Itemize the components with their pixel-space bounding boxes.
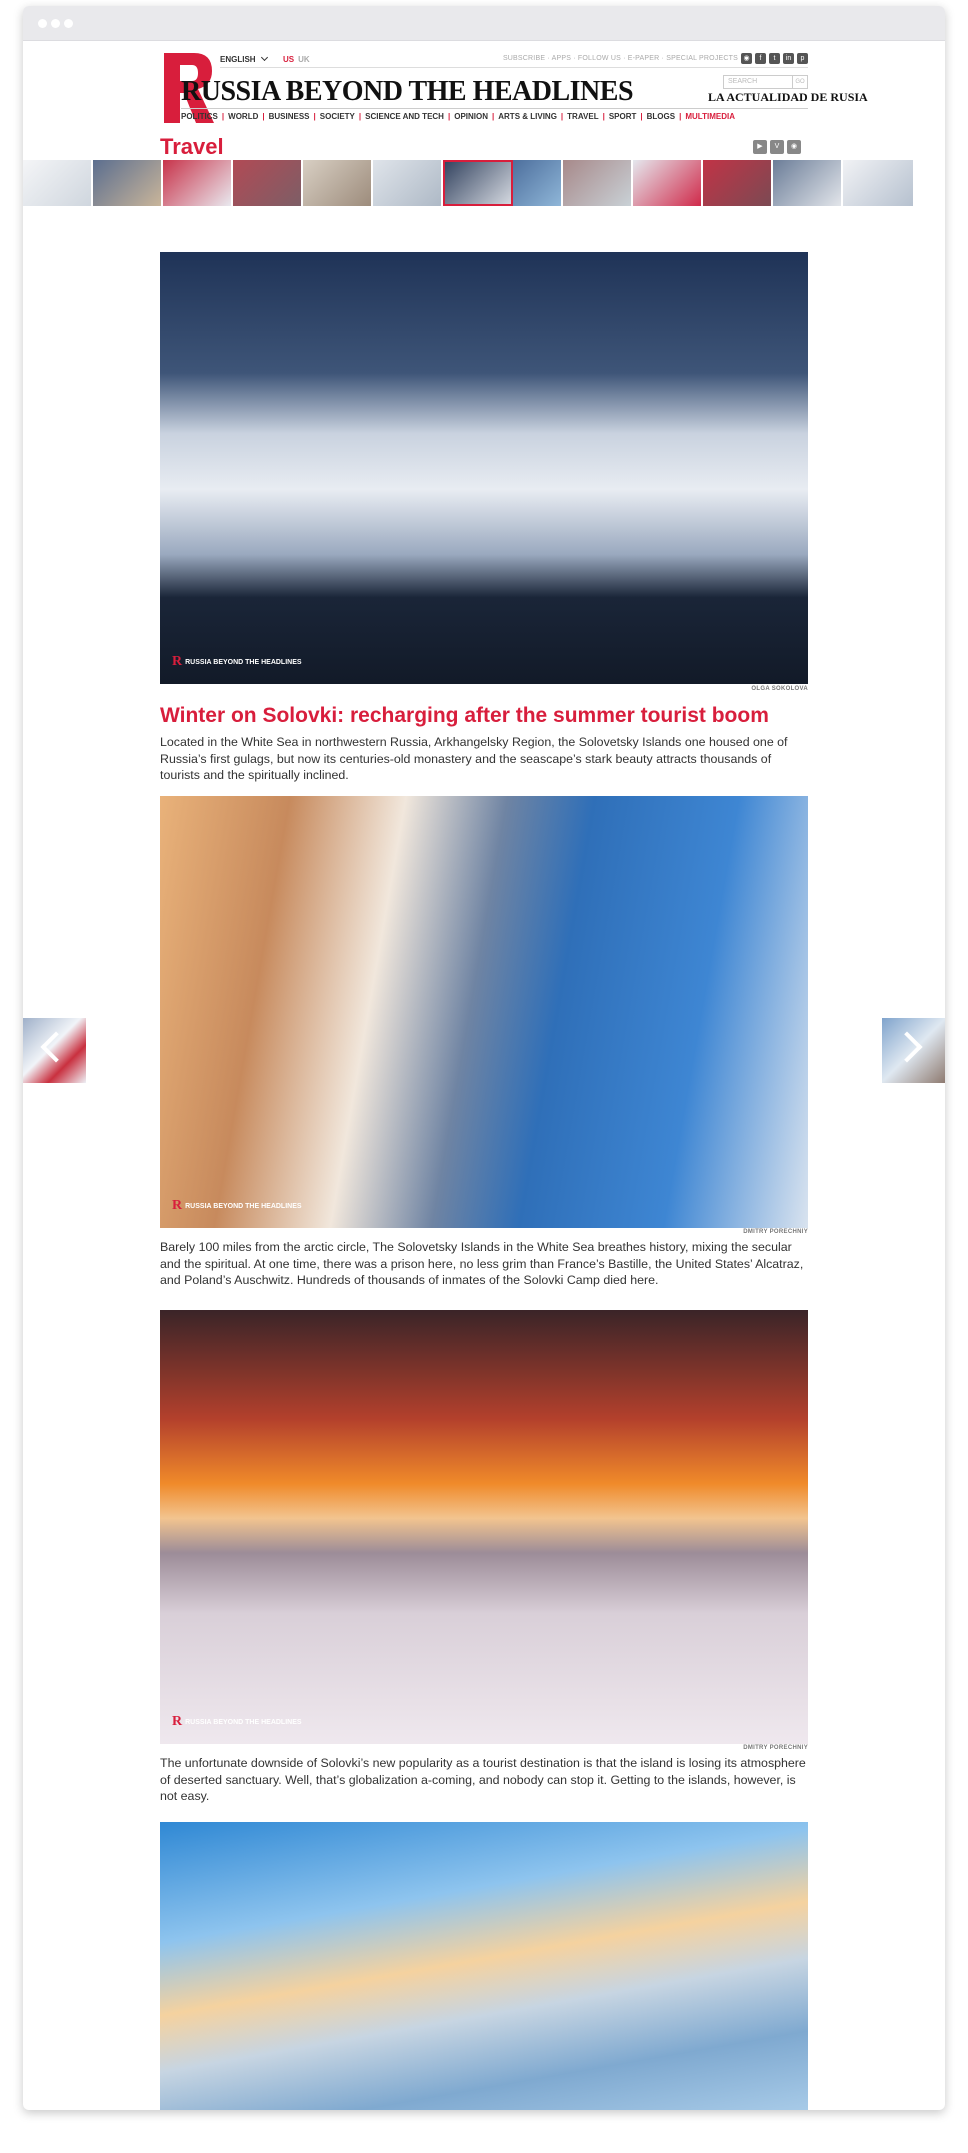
photo-credit: OLGA SOKOLOVA <box>751 686 808 692</box>
pinterest-icon[interactable]: p <box>797 53 808 64</box>
previous-photo-button[interactable] <box>23 1018 86 1083</box>
gallery-thumb-active[interactable] <box>443 160 513 206</box>
chevron-left-icon <box>40 1031 71 1062</box>
nav-item-arts-living[interactable]: ARTS & LIVING <box>498 112 557 121</box>
browser-window <box>23 6 945 2110</box>
divider <box>181 108 808 109</box>
nav-item-business[interactable]: BUSINESS <box>268 112 310 121</box>
next-photo-button[interactable] <box>882 1018 945 1083</box>
youtube-icon[interactable]: ▶ <box>753 140 767 154</box>
photo-credit: DMITRY PORECHNIY <box>743 1229 808 1235</box>
social-links <box>741 53 808 64</box>
video-icon[interactable]: V <box>770 140 784 154</box>
language-select[interactable]: ENGLISH <box>220 55 267 64</box>
nav-item-politics[interactable]: POLITICS <box>181 112 218 121</box>
article-photo <box>160 1310 808 1744</box>
rbth-logo-icon: R <box>172 654 183 669</box>
nav-item-multimedia[interactable]: MULTIMEDIA <box>685 112 735 121</box>
gallery-thumb[interactable] <box>23 160 93 206</box>
edition-us-link[interactable]: US <box>283 55 295 64</box>
photo-watermark: R RUSSIA BEYOND THE HEADLINES <box>172 1714 302 1729</box>
rss-icon[interactable]: ◉ <box>787 140 801 154</box>
nav-separator: | <box>640 112 643 121</box>
twitter-icon[interactable]: t <box>769 53 780 64</box>
gallery-thumb[interactable] <box>233 160 303 206</box>
nav-separator: | <box>313 112 316 121</box>
nav-separator: | <box>492 112 495 121</box>
article-photo <box>160 252 808 684</box>
divider <box>220 67 808 68</box>
gallery-thumb[interactable] <box>163 160 233 206</box>
gallery-thumb[interactable] <box>633 160 703 206</box>
gallery-thumb[interactable] <box>843 160 915 206</box>
rbth-logo-icon: R <box>172 1198 183 1213</box>
article-paragraph: Located in the White Sea in northwestern Russia, Arkhangelsky Region, the Solovetsky Islands one housed one of Russia’s first gulags, but now its centuries-old monastery and the seascape’s stark beauty attracts thousands of tourists and the spiritually inclined. <box>160 735 788 782</box>
photo-credit: DMITRY PORECHNIY <box>743 1745 808 1751</box>
article-headline: Winter on Solovki: recharging after the summer tourist boom <box>160 704 769 727</box>
gallery-strip <box>23 160 945 206</box>
photo-watermark: R RUSSIA BEYOND THE HEADLINES <box>172 654 302 669</box>
nav-item-world[interactable]: WORLD <box>228 112 259 121</box>
chevron-right-icon <box>891 1031 922 1062</box>
gallery-thumb[interactable] <box>303 160 373 206</box>
utility-bar <box>160 49 808 69</box>
nav-separator: | <box>262 112 265 121</box>
photo-watermark: R RUSSIA BEYOND THE HEADLINES <box>172 1198 302 1213</box>
search-input[interactable]: SEARCH <box>723 75 793 89</box>
nav-item-opinion[interactable]: OPINION <box>454 112 488 121</box>
nav-item-society[interactable]: SOCIETY <box>319 112 355 121</box>
gallery-thumb[interactable] <box>513 160 563 206</box>
window-dot[interactable] <box>38 19 47 28</box>
nav-separator: | <box>447 112 451 121</box>
edition-switch <box>283 55 310 64</box>
gallery-thumb[interactable] <box>93 160 163 206</box>
nav-item-travel[interactable]: TRAVEL <box>567 112 599 121</box>
facebook-icon[interactable]: f <box>755 53 766 64</box>
search-go-button[interactable]: GO <box>793 75 808 89</box>
gallery-thumb[interactable] <box>373 160 443 206</box>
section-tools <box>753 140 801 154</box>
article-photo <box>160 796 808 1228</box>
browser-chrome <box>23 6 945 41</box>
article-paragraph: Barely 100 miles from the arctic circle, The Solovetsky Islands in the White Sea breathes history, mixing the secular and the spiritual. At one time, there was a prison here, no less grim than France’s Bastille, the United States’ Alcatraz, and Poland’s Auschwitz. Hundreds of thousands of inmates of the Solovki Camp died here. <box>160 1240 804 1287</box>
rbth-logo-icon: R <box>172 1714 183 1729</box>
nav-separator: | <box>221 112 225 121</box>
window-dot[interactable] <box>64 19 73 28</box>
article-paragraph: The unfortunate downside of Solovki’s new popularity as a tourist destination is that the island is losing its atmosphere of deserted sanctuary. Well, that’s globalization a-coming, and nobody can stop it. Getting to the islands, however, is not easy. <box>160 1756 806 1803</box>
nav-separator: | <box>560 112 564 121</box>
brand-title[interactable]: RUSSIA BEYOND THE HEADLINES <box>181 76 634 107</box>
rss-icon[interactable]: ◉ <box>741 53 752 64</box>
nav-separator: | <box>358 112 362 121</box>
nav-item-sport[interactable]: SPORT <box>608 112 637 121</box>
gallery-thumb[interactable] <box>703 160 773 206</box>
edition-uk-link[interactable]: UK <box>298 55 310 64</box>
chevron-down-icon <box>261 54 268 61</box>
article-photo <box>160 1822 808 2110</box>
top-links[interactable]: SUBSCRIBE · APPS · FOLLOW US · E-PAPER · SPECIAL PROJECTS <box>502 55 738 62</box>
nav-item-science-and-tech[interactable]: SCIENCE AND TECH <box>365 112 444 121</box>
nav-separator: | <box>602 112 605 121</box>
gallery-thumb[interactable] <box>773 160 843 206</box>
window-dot[interactable] <box>51 19 60 28</box>
nav-item-blogs[interactable]: BLOGS <box>646 112 676 121</box>
section-title: Travel <box>160 134 224 159</box>
partner-link[interactable]: LA ACTUALIDAD DE RUSIA <box>708 90 868 104</box>
gallery-thumb[interactable] <box>563 160 633 206</box>
nav-separator: | <box>679 112 682 121</box>
main-nav <box>181 112 808 121</box>
linkedin-icon[interactable]: in <box>783 53 794 64</box>
